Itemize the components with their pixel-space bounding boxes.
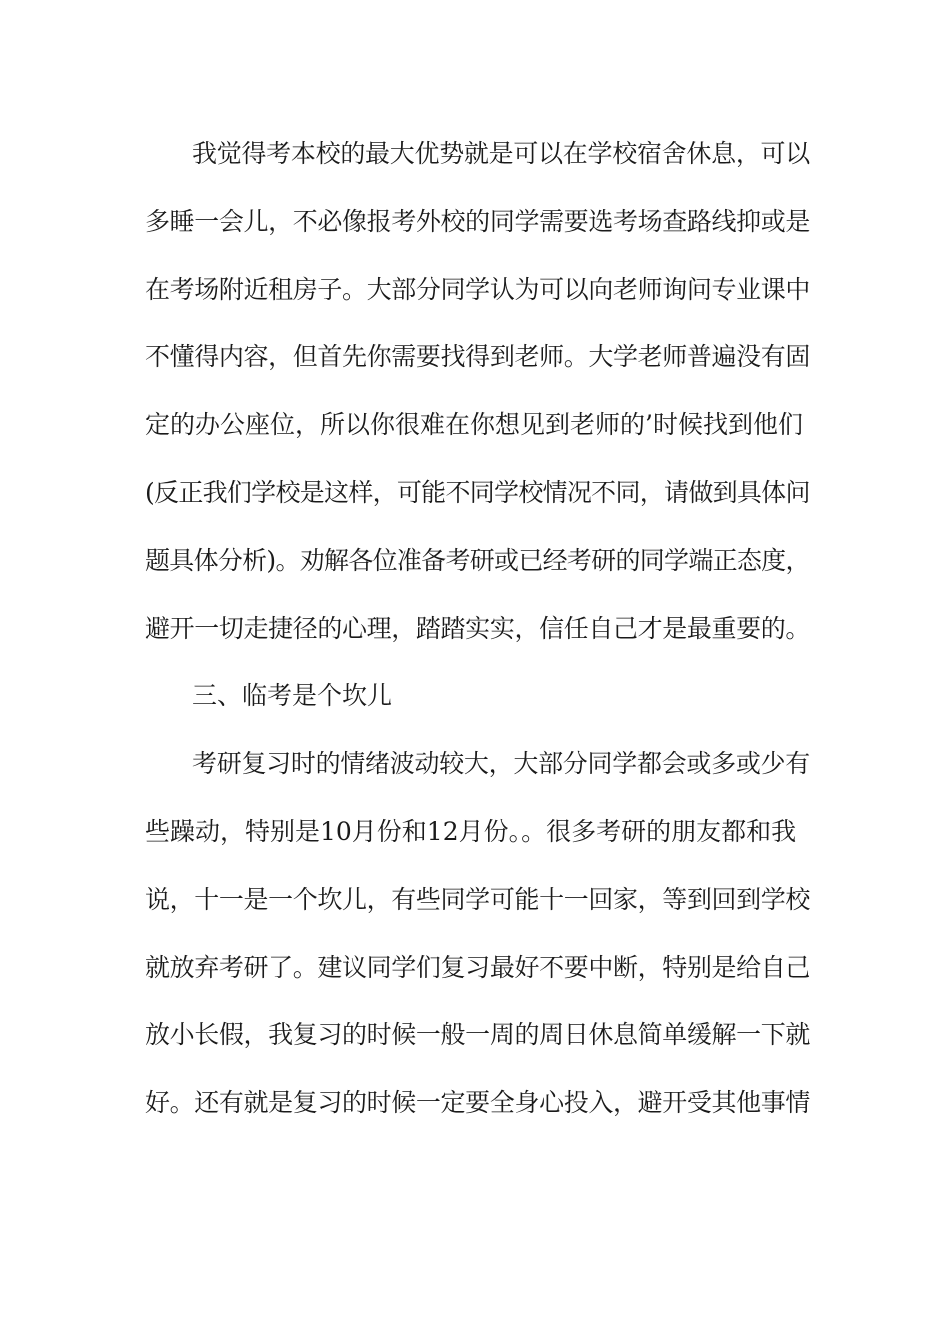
text-line: 不懂得内容，但首先你需要找得到老师。大学老师普遍没有固 [145, 342, 811, 372]
text-line: 就放弃考研了。建议同学们复习最好不要中断，特别是给自己 [145, 952, 811, 982]
text-line: 好。还有就是复习的时候一定要全身心投入，避开受其他事情 [145, 1088, 811, 1118]
text-line: 说，十一是一个坎儿，有些同学可能十一回家，等到回到学校 [145, 884, 811, 914]
text-line: 定的办公座位，所以你很难在你想见到老师的’时候找到他们 [145, 410, 803, 440]
paragraph-first-line: 考研复习时的情绪波动较大，大部分同学都会或多或少有 [192, 749, 811, 779]
text-line: 多睡一会儿，不必像报考外校的同学需要选考场查路线抑或是 [145, 206, 811, 236]
text-line: 些躁动，特别是10月份和12月份。。很多考研的朋友都和我 [145, 816, 797, 846]
document-body [145, 126, 810, 1143]
paragraph-first-line: 我觉得考本校的最大优势就是可以在学校宿舍休息，可以 [192, 139, 811, 168]
text-line: (反正我们学校是这样，可能不同学校情况不同，请做到具体问 [145, 477, 810, 507]
text-line: 题具体分析)。劝解各位准备考研或已经考研的同学端正态度， [145, 545, 810, 575]
text-line: 放小长假，我复习的时候一般一周的周日休息简单缓解一下就 [145, 1020, 811, 1050]
text-line: 避开一切走捷径的心理，踏踏实实，信任自己才是最重要的。 [145, 613, 811, 643]
paragraph-first-line: 三、临考是个坎儿 [192, 681, 393, 711]
text-line: 在考场附近租房子。大部分同学认为可以向老师询问专业课中 [145, 274, 811, 304]
